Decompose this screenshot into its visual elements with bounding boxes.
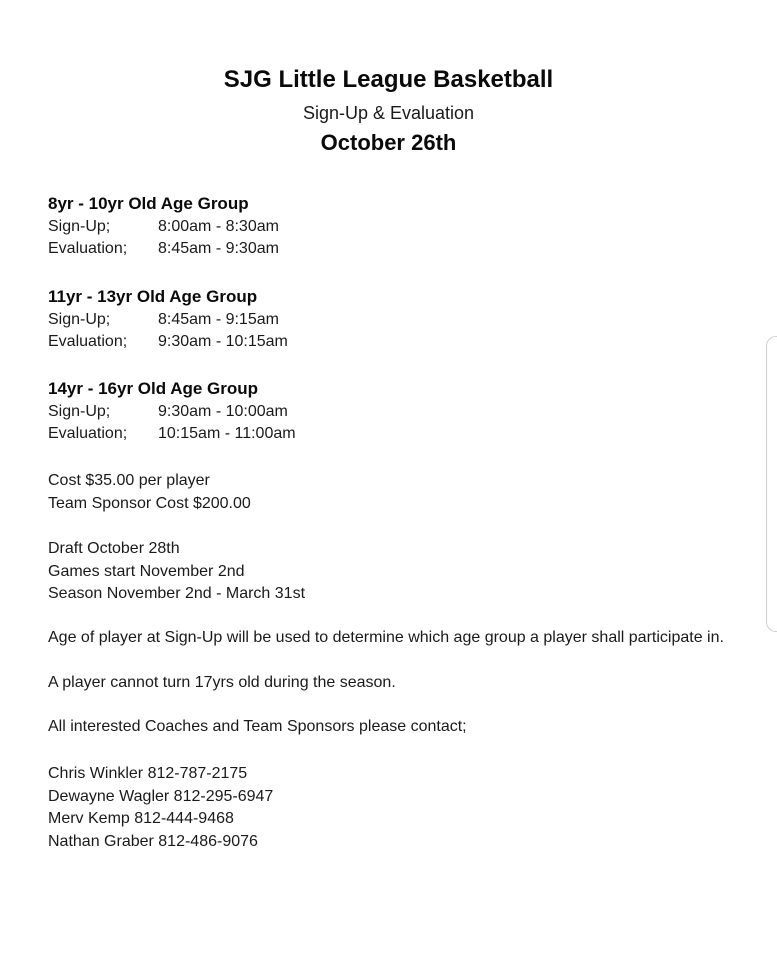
row-time: 9:30am - 10:00am [158, 402, 288, 420]
schedule-row [48, 423, 296, 446]
row-label: Sign-Up; [48, 217, 111, 235]
age-group-11-13 [48, 286, 288, 354]
schedule-row [48, 401, 296, 424]
event-date: October 26th [320, 130, 457, 155]
contact-list [48, 763, 273, 853]
schedule-row [48, 309, 288, 332]
row-time: 8:00am - 8:30am [158, 217, 279, 235]
contact-item: Dewayne Wagler 812-295-6947 [48, 787, 274, 805]
row-label: Evaluation; [48, 240, 128, 257]
age-group-title: 8yr - 10yr Old Age Group [48, 194, 249, 213]
sponsor-cost: Team Sponsor Cost $200.00 [48, 494, 251, 512]
contact-item: Nathan Graber 812-486-9076 [48, 832, 258, 850]
season-schedule [48, 538, 305, 606]
age-group-14-16 [48, 378, 296, 446]
row-label: Sign-Up; [48, 402, 111, 420]
draft-date: Draft October 28th [48, 540, 180, 557]
schedule-row [48, 238, 279, 261]
schedule-row [48, 216, 279, 239]
side-scroll-handle[interactable] [766, 336, 777, 632]
flyer-title: SJG Little League Basketball [223, 66, 554, 93]
age-group-title: 14yr - 16yr Old Age Group [48, 379, 259, 398]
contact-intro: All interested Coaches and Team Sponsors please contact; [48, 718, 467, 735]
cost-section [48, 470, 251, 515]
contact-item: Merv Kemp 812-444-9468 [48, 810, 234, 827]
age-rule-note: Age of player at Sign-Up will be used to determine which age group a player shall participate in. [48, 629, 724, 646]
row-label: Sign-Up; [48, 310, 111, 328]
player-cost: Cost $35.00 per player [48, 472, 210, 489]
row-time: 8:45am - 9:30am [158, 240, 279, 257]
row-time: 10:15am - 11:00am [158, 425, 296, 442]
contact-item: Chris Winkler 812-787-2175 [48, 765, 248, 782]
age-group-8-10 [48, 193, 279, 261]
row-label: Evaluation; [48, 333, 128, 350]
season-dates: Season November 2nd - March 31st [48, 585, 306, 602]
flyer-subtitle: Sign-Up & Evaluation [302, 103, 475, 123]
schedule-row [48, 331, 288, 354]
games-start: Games start November 2nd [48, 562, 245, 580]
age-group-title: 11yr - 13yr Old Age Group [48, 287, 258, 306]
row-label: Evaluation; [48, 425, 128, 442]
row-time: 8:45am - 9:15am [158, 310, 279, 328]
age-limit-note: A player cannot turn 17yrs old during the season. [48, 674, 396, 691]
row-time: 9:30am - 10:15am [158, 333, 288, 350]
